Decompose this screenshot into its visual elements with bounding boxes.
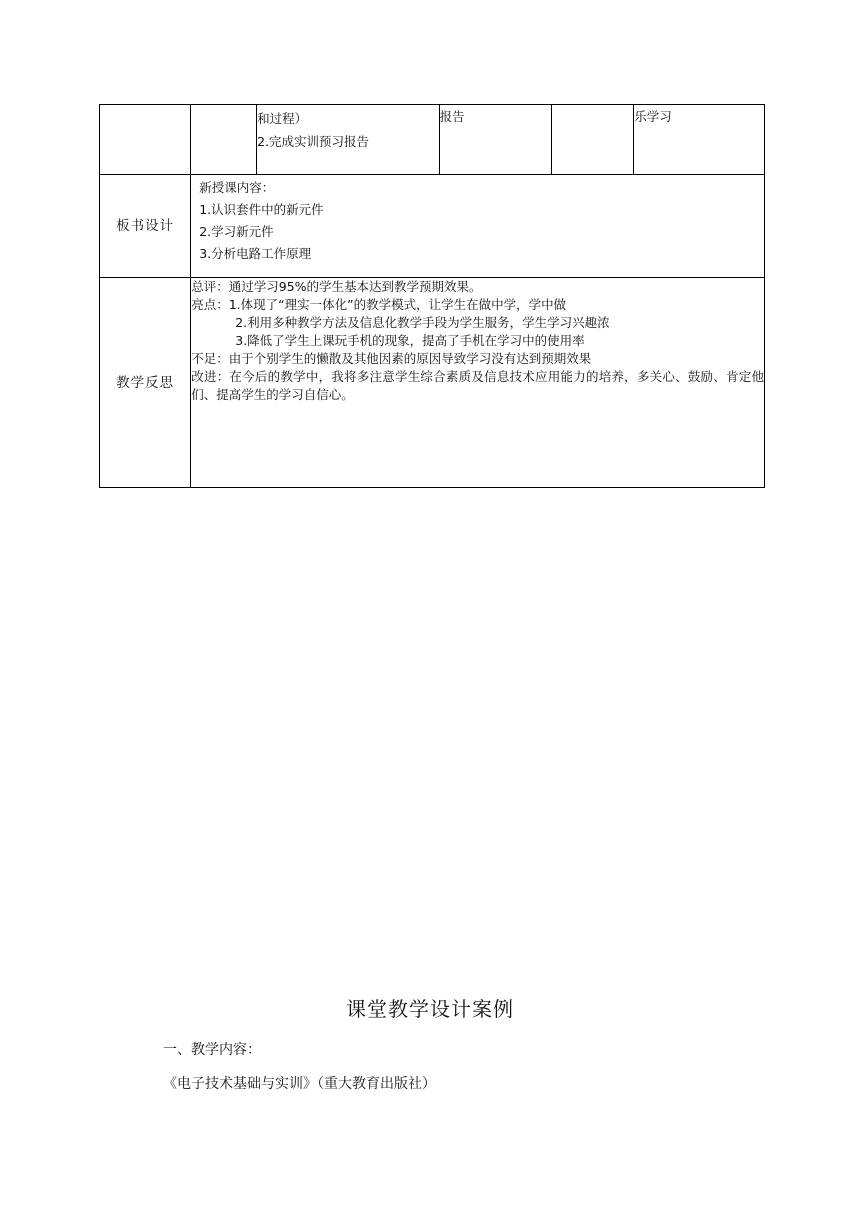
row-label-cell xyxy=(100,105,191,175)
activity-cell xyxy=(257,105,439,175)
reflection-highlight-1: 亮点：1.体现了“理实一体化”的教学模式，让学生在做中学，学中做 xyxy=(191,297,567,312)
reflection-content xyxy=(191,278,765,488)
report-cell xyxy=(439,105,552,175)
reflection-row xyxy=(100,278,765,488)
board-line: 新授课内容： xyxy=(199,180,275,195)
empty-cell xyxy=(191,105,257,175)
board-design-label: 板书设计 xyxy=(100,175,191,278)
board-line: 2.学习新元件 xyxy=(199,224,274,239)
section-heading: 一、教学内容： xyxy=(163,1042,261,1058)
table-row-continued xyxy=(100,105,765,175)
reflection-summary: 总评：通过学习95%的学生基本达到教学预期效果。 xyxy=(191,279,482,294)
report-text: 报告 xyxy=(439,109,465,124)
reflection-highlight-2: 2.利用多种教学方法及信息化教学手段为学生服务，学生学习兴趣浓 xyxy=(235,315,610,330)
goal-cell xyxy=(634,105,765,175)
board-line: 1.认识套件中的新元件 xyxy=(199,202,324,217)
reflection-highlight-3: 3.降低了学生上课玩手机的现象，提高了手机在学习中的使用率 xyxy=(235,333,585,348)
reflection-improvement: 改进：在今后的教学中，我将多注意学生综合素质及信息技术应用能力的培养，多关心、鼓励、肯定他们、提高学生的学习自信心。 xyxy=(191,369,764,402)
activity-line-1: 和过程） xyxy=(257,111,308,126)
book-reference: 《电子技术基础与实训》（重大教育出版社） xyxy=(163,1076,436,1092)
board-design-row xyxy=(100,175,765,278)
lesson-plan-table xyxy=(99,104,765,488)
board-line: 3.分析电路工作原理 xyxy=(199,246,312,261)
reflection-shortcoming: 不足：由于个别学生的懒散及其他因素的原因导致学习没有达到预期效果 xyxy=(191,351,592,366)
board-design-content xyxy=(191,175,765,278)
reflection-label: 教学反思 xyxy=(100,278,191,488)
empty-cell-2 xyxy=(552,105,634,175)
document-title: 课堂教学设计案例 xyxy=(346,997,514,1021)
activity-line-2: 2.完成实训预习报告 xyxy=(257,134,370,149)
goal-text: 乐学习 xyxy=(634,109,672,124)
